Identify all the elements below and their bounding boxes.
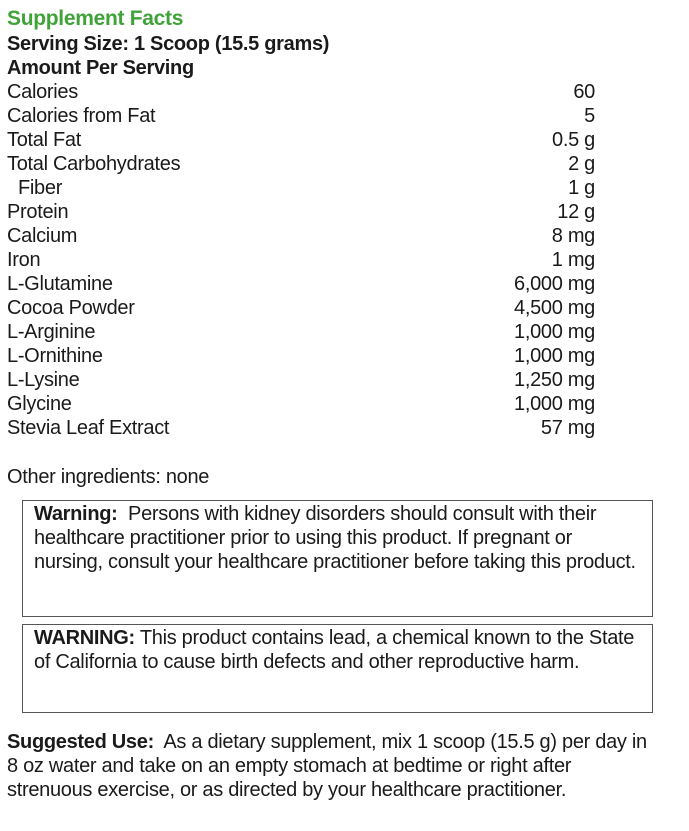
nutrient-amount: 1 g [568, 177, 595, 199]
nutrient-amount: 0.5 g [552, 129, 595, 151]
nutrient-row [7, 200, 595, 224]
nutrient-row [7, 344, 595, 368]
panel-title: Supplement Facts [7, 7, 184, 30]
nutrient-amount: 1,000 mg [514, 345, 595, 367]
nutrient-list [7, 80, 595, 440]
nutrient-amount: 12 g [557, 201, 595, 223]
nutrient-row [7, 80, 595, 104]
nutrient-name: Total Fat [7, 129, 81, 151]
nutrient-row [7, 152, 595, 176]
warning-box-kidney [22, 500, 653, 617]
nutrient-amount: 6,000 mg [514, 273, 595, 295]
nutrient-amount: 1,250 mg [514, 369, 595, 391]
nutrient-name: Cocoa Powder [7, 297, 135, 319]
nutrient-row [7, 176, 595, 200]
nutrient-row [7, 224, 595, 248]
nutrient-amount: 60 [573, 81, 595, 103]
nutrient-amount: 57 mg [540, 417, 595, 439]
nutrient-name: Glycine [7, 393, 72, 415]
nutrient-name: Calories [7, 81, 78, 103]
nutrient-row [7, 128, 595, 152]
nutrient-amount: 2 g [568, 153, 595, 175]
nutrient-row [7, 296, 595, 320]
warning-label: WARNING: [34, 627, 135, 649]
nutrient-amount: 8 mg [551, 225, 595, 247]
serving-size: Serving Size: 1 Scoop (15.5 grams) [7, 33, 330, 55]
other-ingredients: Other ingredients: none [7, 466, 210, 488]
nutrient-name: Stevia Leaf Extract [7, 417, 170, 439]
nutrient-name: L-Glutamine [7, 273, 113, 295]
nutrient-name: Protein [7, 201, 69, 223]
nutrient-row [7, 320, 595, 344]
warning-box-prop65 [22, 624, 653, 713]
nutrient-row [7, 272, 595, 296]
nutrient-name: L-Arginine [7, 321, 96, 343]
nutrient-amount: 4,500 mg [514, 297, 595, 319]
nutrient-row [7, 392, 595, 416]
nutrient-name: L-Ornithine [7, 345, 103, 367]
nutrient-amount: 1,000 mg [514, 321, 595, 343]
suggested-use-text: As a dietary supplement, mix 1 scoop (15.5 g) per day in 8 oz water and take on an empty stomach at bedtime or right after strenuous exercise, or as directed by your healthcare practitioner. [7, 731, 647, 801]
warning-label: Warning: [34, 503, 118, 525]
warning-text: Persons with kidney disorders should consult with their healthcare practitioner prior to using this product. If pregnant or nursing, consult your healthcare practitioner before taking this product. [34, 503, 636, 573]
nutrient-row [7, 248, 595, 272]
nutrient-name: Iron [7, 249, 41, 271]
amount-per-serving-heading: Amount Per Serving [7, 57, 194, 79]
suggested-use-label: Suggested Use: [7, 731, 154, 753]
warning-text: This product contains lead, a chemical known to the State of California to cause birth defects and other reproductive harm. [34, 627, 635, 673]
nutrient-name: Calories from Fat [7, 105, 156, 127]
suggested-use [7, 730, 647, 802]
nutrient-name: Fiber [18, 177, 63, 199]
nutrient-amount: 1 mg [551, 249, 595, 271]
nutrient-name: L-Lysine [7, 369, 80, 391]
nutrient-row [7, 104, 595, 128]
nutrient-row [7, 368, 595, 392]
nutrient-row [7, 416, 595, 440]
nutrient-amount: 1,000 mg [514, 393, 595, 415]
nutrient-amount: 5 [584, 105, 595, 127]
nutrient-name: Total Carbohydrates [7, 153, 181, 175]
nutrient-name: Calcium [7, 225, 78, 247]
